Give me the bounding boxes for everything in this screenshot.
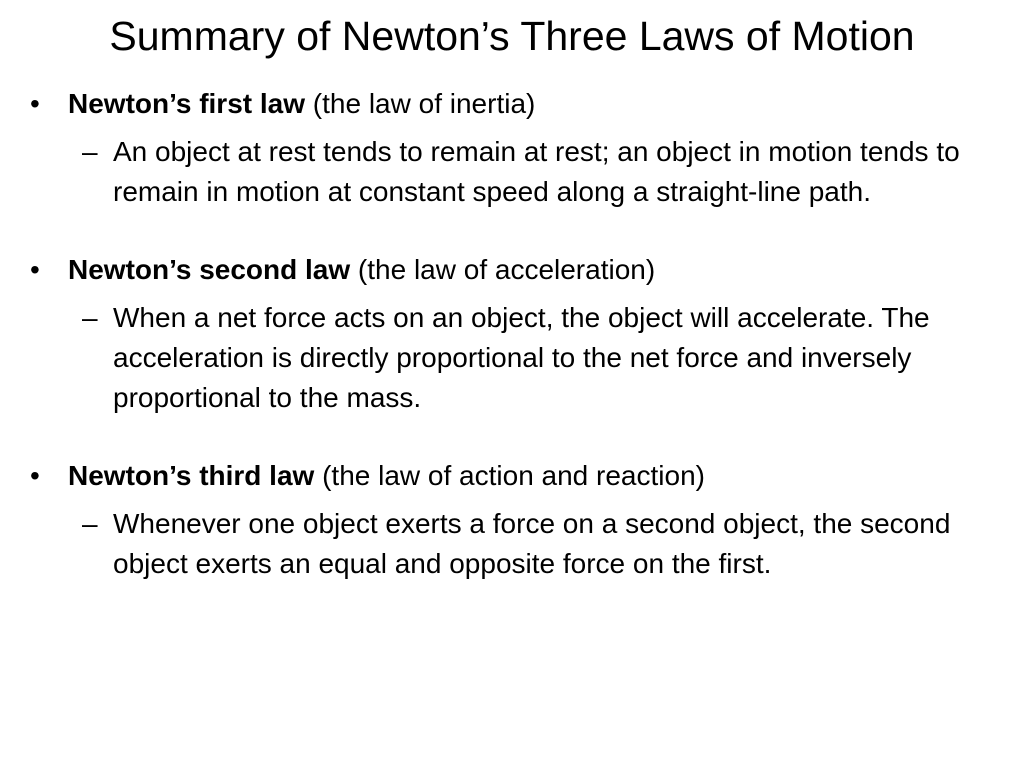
laws-list — [0, 84, 1024, 622]
law-detail — [0, 504, 1024, 584]
bullet-icon: • — [30, 254, 40, 285]
law-item-third — [0, 456, 1024, 584]
law-name: Newton’s second law — [68, 254, 351, 285]
law-item-first — [0, 84, 1024, 212]
law-description: (the law of inertia) — [312, 88, 536, 119]
law-name: Newton’s third law — [68, 460, 315, 491]
law-heading — [0, 84, 1024, 124]
law-description: (the law of action and reaction) — [322, 460, 705, 491]
dash-icon: – — [82, 136, 98, 167]
law-detail-text: When a net force acts on an object, the object will accelerate. The acceleration is directly proportional to the net force and inversely proportional to the mass. — [113, 302, 930, 413]
dash-icon: – — [82, 508, 98, 539]
slide-title: Summary of Newton’s Three Laws of Motion — [109, 13, 915, 59]
bullet-icon: • — [30, 88, 40, 119]
law-heading — [0, 250, 1024, 290]
dash-icon: – — [82, 302, 98, 333]
bullet-icon: • — [30, 460, 40, 491]
law-description: (the law of acceleration) — [357, 254, 656, 285]
law-detail — [0, 298, 1024, 418]
law-detail-text: An object at rest tends to remain at rest; an object in motion tends to remain in motion at constant speed along a straight-line path. — [113, 136, 960, 207]
law-name: Newton’s first law — [68, 88, 306, 119]
law-detail — [0, 132, 1024, 212]
law-item-second — [0, 250, 1024, 418]
law-detail-text: Whenever one object exerts a force on a second object, the second object exerts an equal and opposite force on the first. — [113, 508, 951, 579]
law-heading — [0, 456, 1024, 496]
